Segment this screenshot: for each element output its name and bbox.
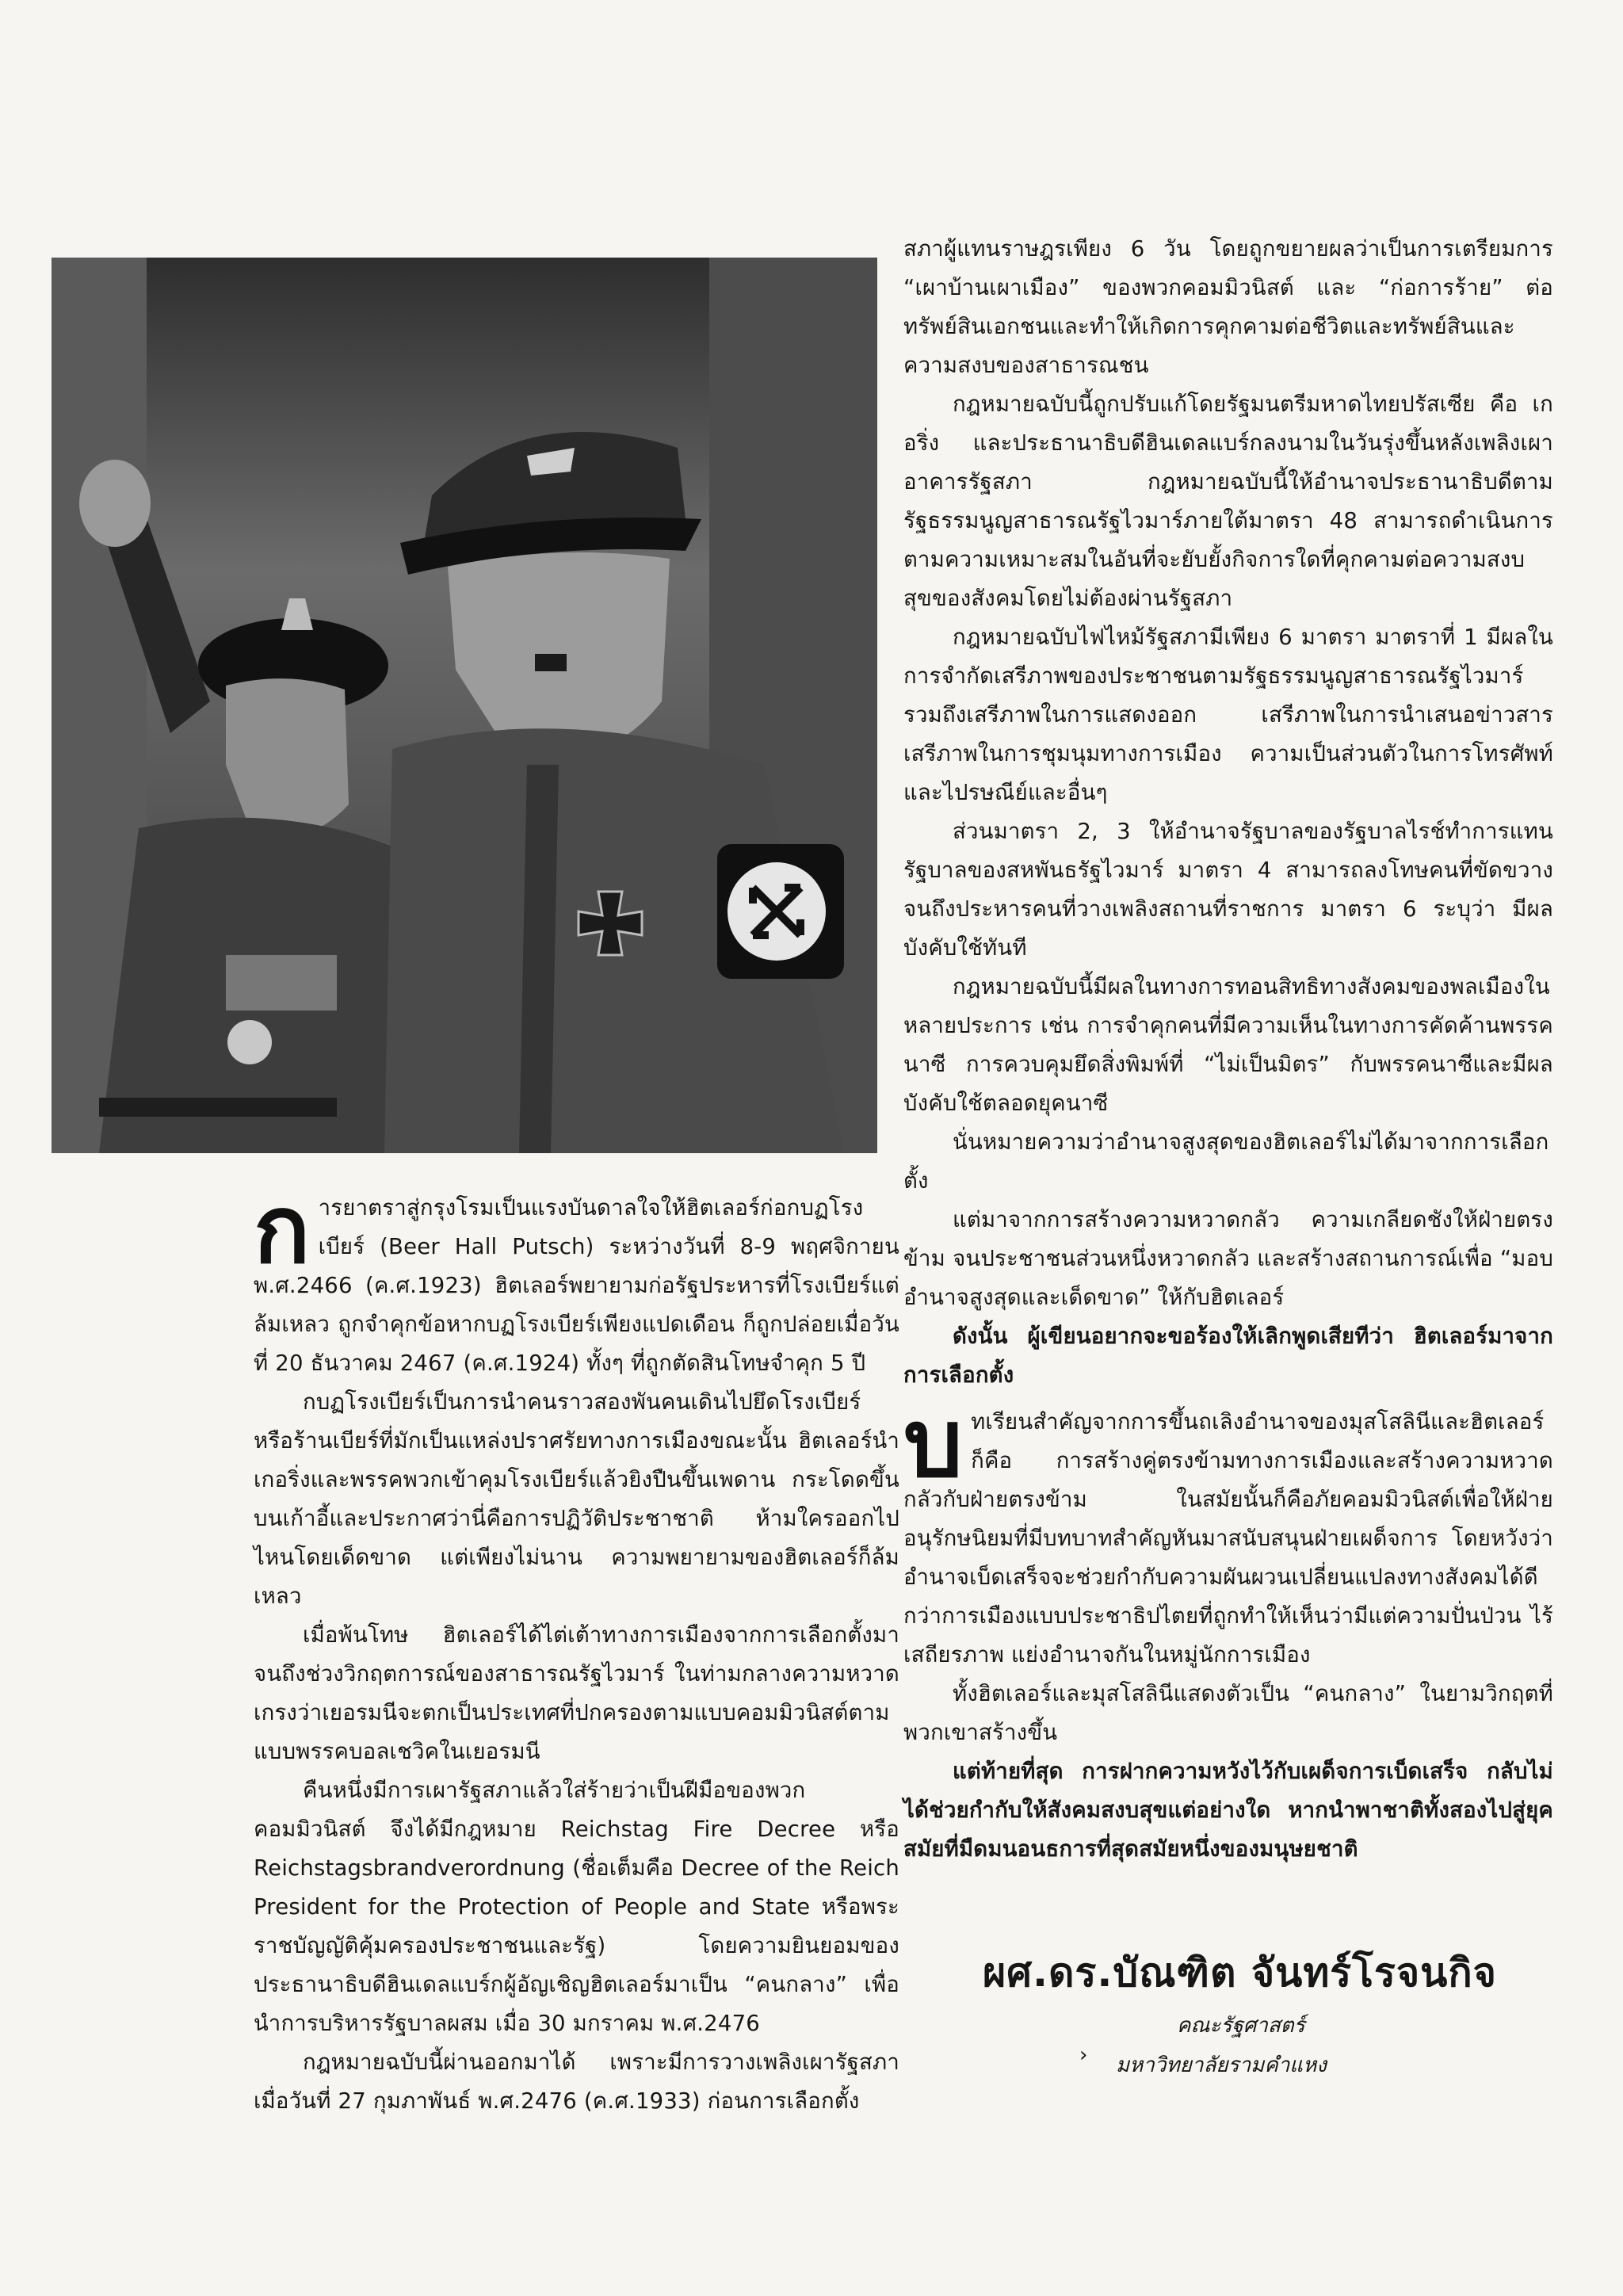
- paragraph: ส่วนมาตรา 2, 3 ให้อำนาจรัฐบาลของรัฐบาลไรช์ทำการแทนรัฐบาลของสหพันธรัฐไวมาร์ มาตรา 4 สามารถลงโทษคนที่ขัดขวางจนถึงประหารคนที่วางเพลิงสถานที่ราชการ มาตรา 6 ระบุว่า มีผลบังคับใช้ทันที: [903, 819, 1553, 961]
- closing-paragraph: แต่ท้ายที่สุด การฝากความหวังไว้กับเผด็จการเบ็ดเสร็จ กลับไม่ได้ช่วยกำกับให้สังคมสงบสุขแต่อย่างใด หากนำพาชาติทั้งสองไปสู่ยุคสมัยที่มืดมนอนธการที่สุดสมัยหนึ่งของมนุษยชาติ: [903, 1759, 1553, 1862]
- left-column: [254, 1174, 899, 2121]
- drop-cap: บ: [903, 1388, 964, 1498]
- paragraph: สภาผู้แทนราษฎรเพียง 6 วัน โดยถูกขยายผลว่าเป็นการเตรียมการ “เผาบ้านเผาเมือง” ของพวกคอมมิวนิสต์ และ “ก่อการร้าย” ต่อทรัพย์สินเอกชนและทำให้เกิดการคุกคามต่อชีวิตและทรัพย์สินและความสงบของสาธารณชน: [903, 236, 1553, 378]
- author-faculty: คณะรัฐศาสตร์: [1177, 2014, 1305, 2038]
- paragraph: เมื่อพ้นโทษ ฮิตเลอร์ได้ไต่เต้าทางการเมืองจากการเลือกตั้งมาจนถึงช่วงวิกฤตการณ์ของสาธารณรัฐไวมาร์ ในท่ามกลางความหวาดเกรงว่าเยอรมนีจะตกเป็นประเทศที่ปกครองตามแบบคอมมิวนิสต์ตามแบบพรรคบอลเชวิคในเยอรมนี: [254, 1622, 899, 1764]
- lead-text: ารยาตราสู่กรุงโรมเป็นแรงบันดาลใจให้ฮิตเลอร์ก่อกบฏโรงเบียร์ (Beer Hall Putsch) ระหว่างวันที่ 8-9 พฤศจิกายน พ.ศ.2466 (ค.ศ.1923) ฮิตเลอร์พยายามก่อรัฐประหารที่โรงเบียร์แต่ล้มเหลว ถูกจำคุกข้อหากบฏโรงเบียร์เพียงแปดเดือน ก็ถูกปล่อยเมื่อวันที่ 20 ธันวาคม 2467 (ค.ศ.1924) ทั้งๆ ที่ถูกตัดสินโทษจำคุก 5 ปี: [254, 1195, 899, 1376]
- paragraph: นั่นหมายความว่าอำนาจสูงสุดของฮิตเลอร์ไม่ได้มาจากการเลือกตั้ง: [903, 1129, 1549, 1194]
- paragraph: กบฏโรงเบียร์เป็นการนำคนราวสองพันคนเดินไปยึดโรงเบียร์ หรือร้านเบียร์ที่มักเป็นแหล่งปราศรัยทางการเมืองขณะนั้น ฮิตเลอร์นำเกอริ่งและพรรคพวกเข้าคุมโรงเบียร์แล้วยิงปืนขึ้นเพดาน กระโดดขึ้นบนเก้าอี้และประกาศว่านี่คือการปฏิวัติประชาชาติ ห้ามใครออกไปไหนโดยเด็ดขาด แต่เพียงไม่นาน ความพยายามของฮิตเลอร์ก็ล้มเหลว: [254, 1389, 899, 1609]
- author-name: ผศ.ดร.บัณฑิต จันทร์โรจนกิจ: [983, 1950, 1497, 1996]
- paragraph: กฎหมายฉบับนี้มีผลในทางการทอนสิทธิทางสังคมของพลเมืองในหลายประการ เช่น การจำคุกคนที่มีความเห็นในทางการคัดค้านพรรคนาซี การควบคุมยึดสิ่งพิมพ์ที่ “ไม่เป็นมิตร” กับพรรคนาซีและมีผลบังคับใช้ตลอดยุคนาซี: [903, 974, 1553, 1116]
- lead-paragraph: [254, 1174, 899, 1383]
- historical-photo: [52, 258, 877, 1153]
- photo-illustration: [52, 258, 877, 1153]
- author-university: มหาวิทยาลัยรามคำแหง: [1116, 2053, 1327, 2077]
- paragraph: กฎหมายฉบับนี้ถูกปรับแก้โดยรัฐมนตรีมหาดไทยปรัสเซีย คือ เกอริ่ง และประธานาธิบดีฮินเดลแบร์กลงนามในวันรุ่งขึ้นหลังเพลิงเผาอาคารรัฐสภา กฎหมายฉบับนี้ให้อำนาจประธานาธิบดีตามรัฐธรรมนูญสาธารณรัฐไวมาร์ภายใต้มาตรา 48 สามารถดำเนินการตามความเหมาะสมในอันที่จะยับยั้งกิจการใดที่คุกคามต่อความสงบสุขของสังคมโดยไม่ต้องผ่านรัฐสภา: [903, 392, 1553, 611]
- drop-cap: ก: [254, 1174, 311, 1284]
- paragraph: คืนหนึ่งมีการเผารัฐสภาแล้วใส่ร้ายว่าเป็นฝีมือของพวกคอมมิวนิสต์ จึงได้มีกฎหมาย Reichstag Fire Decree หรือ Reichstagsbrandverordnung (ชื่อเต็มคือ Decree of the Reich President for the Protection of People and State หรือพระราชบัญญัติคุ้มครองประชาชนและรัฐ) โดยความยินยอมของประธานาธิบดีฮินเดลแบร์กผู้อัญเชิญฮิตเลอร์มาเป็น “คนกลาง” เพื่อนำการบริหารรัฐบาลผสม เมื่อ 30 มกราคม พ.ศ.2476: [254, 1778, 899, 2036]
- right-column-bottom: [903, 1388, 1553, 1869]
- stray-mark: ›: [1079, 2043, 1088, 2067]
- right-column-top: [903, 230, 1553, 1395]
- paragraph: กฎหมายฉบับนี้ผ่านออกมาได้ เพราะมีการวางเพลิงเผารัฐสภาเมื่อวันที่ 27 กุมภาพันธ์ พ.ศ.2476 (ค.ศ.1933) ก่อนการเลือกตั้ง: [254, 2050, 899, 2114]
- lesson-paragraph: [903, 1388, 1553, 1675]
- lesson-text: ทเรียนสำคัญจากการขึ้นถเลิงอำนาจของมุสโสลินีและฮิตเลอร์ก็คือ การสร้างคู่ตรงข้ามทางการเมืองและสร้างความหวาดกลัวกับฝ่ายตรงข้าม ในสมัยนั้นก็คือภัยคอมมิวนิสต์เพื่อให้ฝ่ายอนุรักษนิยมที่มีบทบาทสำคัญหันมาสนับสนุนฝ่ายเผด็จการ โดยหวังว่าอำนาจเบ็ดเสร็จจะช่วยกำกับความผันผวนเปลี่ยนแปลงทางสังคมได้ดีกว่าการเมืองแบบประชาธิปไตยที่ถูกทำให้เห็นว่ามีแต่ความปั่นป่วน ไร้เสถียรภาพ แย่งอำนาจกันในหมู่นักการเมือง: [903, 1409, 1553, 1668]
- paragraph: แต่มาจากการสร้างความหวาดกลัว ความเกลียดชังให้ฝ่ายตรงข้าม จนประชาชนส่วนหนึ่งหวาดกลัว และสร้างสถานการณ์เพื่อ “มอบอำนาจสูงสุดและเด็ดขาด” ให้กับฮิตเลอร์: [903, 1207, 1553, 1310]
- paragraph: กฎหมายฉบับไฟไหม้รัฐสภามีเพียง 6 มาตรา มาตราที่ 1 มีผลในการจำกัดเสรีภาพของประชาชนตามรัฐธรรมนูญสาธารณรัฐไวมาร์ รวมถึงเสรีภาพในการแสดงออก เสรีภาพในการนำเสนอข่าวสาร เสรีภาพในการชุมนุมทางการเมือง ความเป็นส่วนตัวในการโทรศัพท์และไปรษณีย์และอื่นๆ: [903, 625, 1553, 805]
- conclusion-paragraph: ดังนั้น ผู้เขียนอยากจะขอร้องให้เลิกพูดเสียทีว่า ฮิตเลอร์มาจากการเลือกตั้ง: [903, 1324, 1553, 1388]
- paragraph: ทั้งฮิตเลอร์และมุสโสลินีแสดงตัวเป็น “คนกลาง” ในยามวิกฤตที่พวกเขาสร้างขึ้น: [903, 1681, 1553, 1745]
